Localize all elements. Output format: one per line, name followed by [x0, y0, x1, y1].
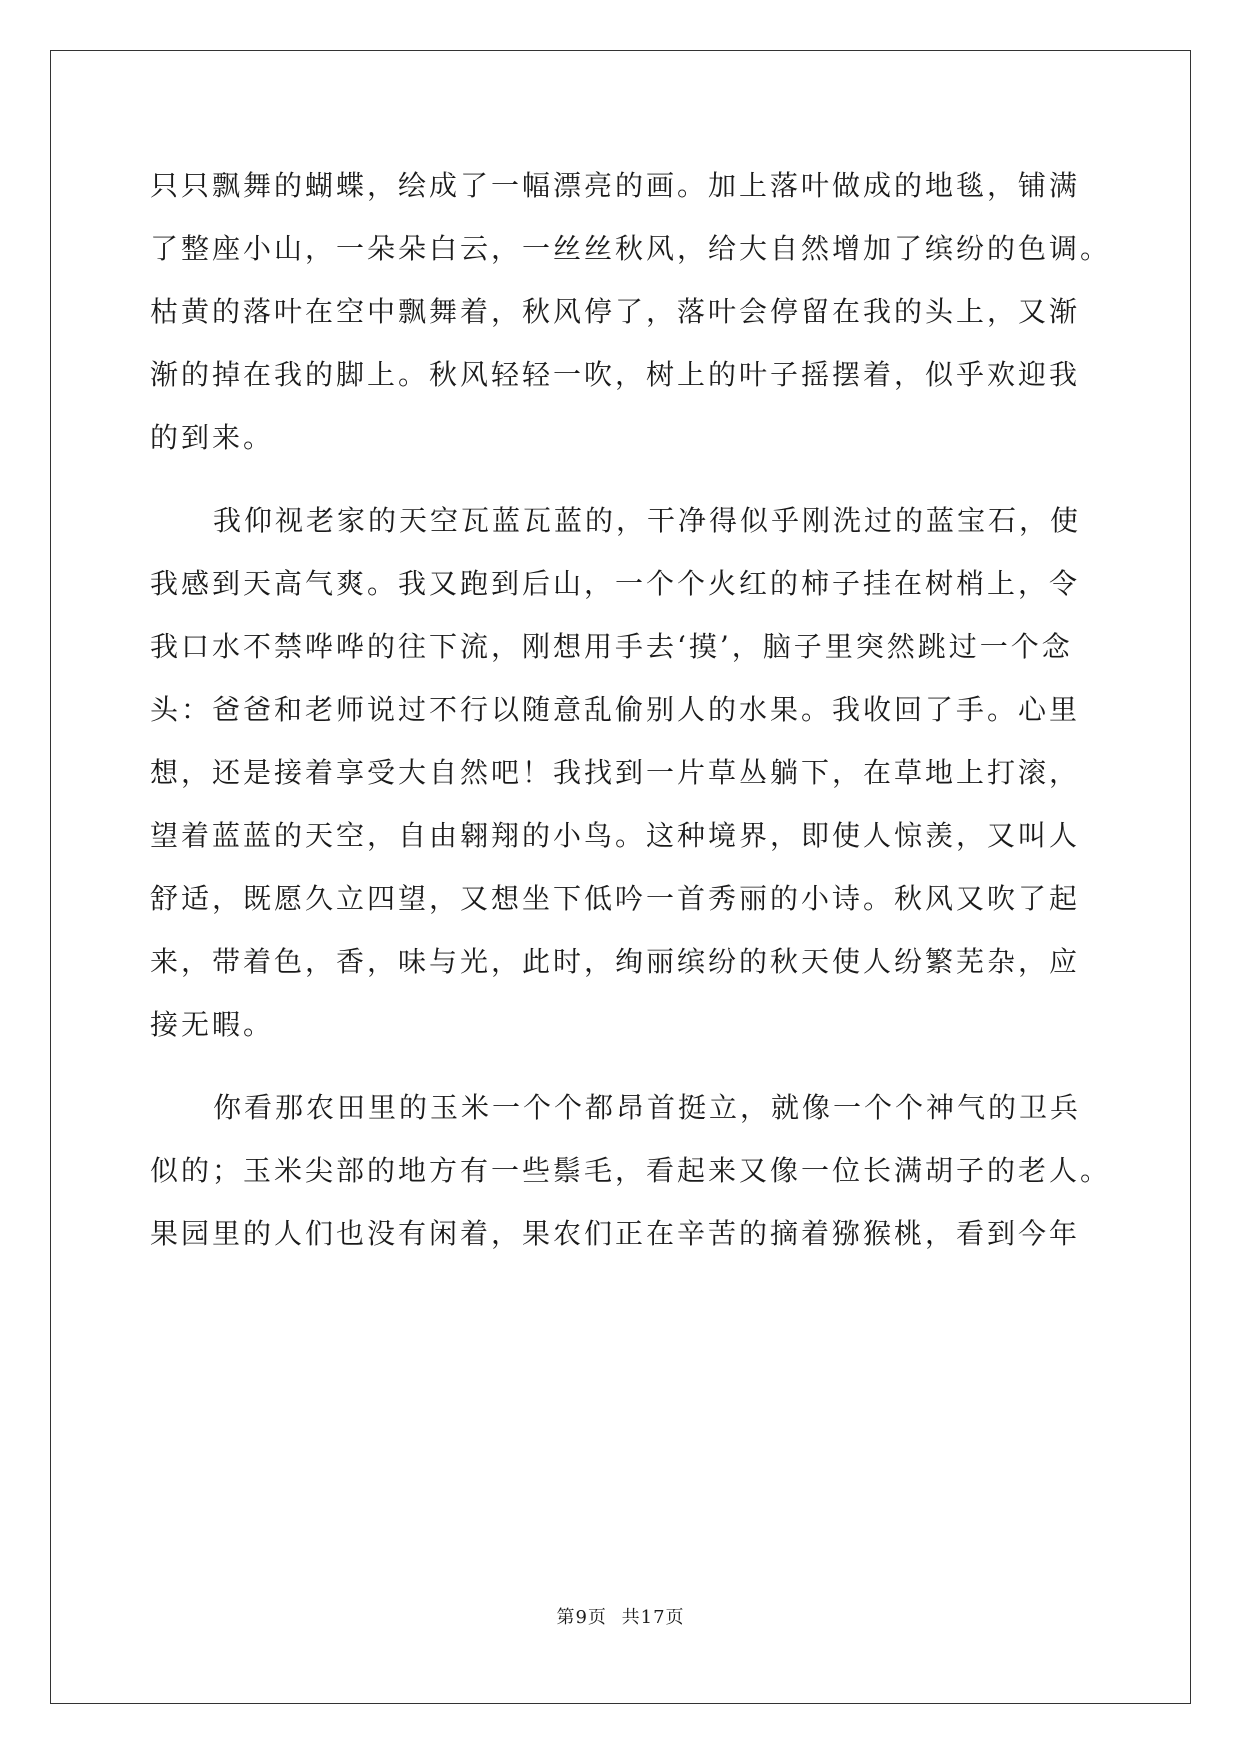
text-line: 只只飘舞的蝴蝶，绘成了一幅漂亮的画。加上落叶做成的地毯，铺满	[150, 169, 1081, 202]
text-line: 果园里的人们也没有闲着，果农们正在辛苦的摘着猕猴桃，看到今年	[150, 1217, 1081, 1250]
text-line: 想，还是接着享受大自然吧！我找到一片草丛躺下，在草地上打滚，	[150, 756, 1081, 789]
text-line: 渐的掉在我的脚上。秋风轻轻一吹，树上的叶子摇摆着，似乎欢迎我	[150, 358, 1081, 391]
text-line: 头：爸爸和老师说过不行以随意乱偷别人的水果。我收回了手。心里	[150, 693, 1081, 726]
text-line: 来，带着色，香，味与光，此时，绚丽缤纷的秋天使人纷繁芜杂，应	[150, 945, 1081, 978]
text-line: 舒适，既愿久立四望，又想坐下低吟一首秀丽的小诗。秋风又吹了起	[150, 882, 1081, 915]
text-line: 我口水不禁哗哗的往下流，刚想用手去‘摸’，脑子里突然跳过一个念	[150, 630, 1073, 663]
text-line: 我感到天高气爽。我又跑到后山，一个个火红的柿子挂在树梢上，令	[150, 567, 1081, 600]
text-line: 似的；玉米尖部的地方有一些鬃毛，看起来又像一位长满胡子的老人。	[150, 1154, 1112, 1187]
text-line: 你看那农田里的玉米一个个都昂首挺立，就像一个个神气的卫兵	[213, 1091, 1082, 1124]
page-number: 第9页	[556, 1607, 607, 1628]
text-line: 了整座小山，一朵朵白云，一丝丝秋风，给大自然增加了缤纷的色调。	[150, 232, 1112, 265]
text-line: 接无暇。	[150, 1008, 275, 1041]
text-line: 我仰视老家的天空瓦蓝瓦蓝的，干净得似乎刚洗过的蓝宝石，使	[213, 504, 1082, 537]
text-line: 的到来。	[150, 421, 275, 454]
text-line: 望着蓝蓝的天空，自由翱翔的小鸟。这种境界，即使人惊羡，又叫人	[150, 819, 1081, 852]
page-footer	[0, 1603, 1241, 1629]
text-line: 枯黄的落叶在空中飘舞着，秋风停了，落叶会停留在我的头上，又渐	[150, 295, 1081, 328]
total-pages: 共17页	[621, 1607, 685, 1628]
